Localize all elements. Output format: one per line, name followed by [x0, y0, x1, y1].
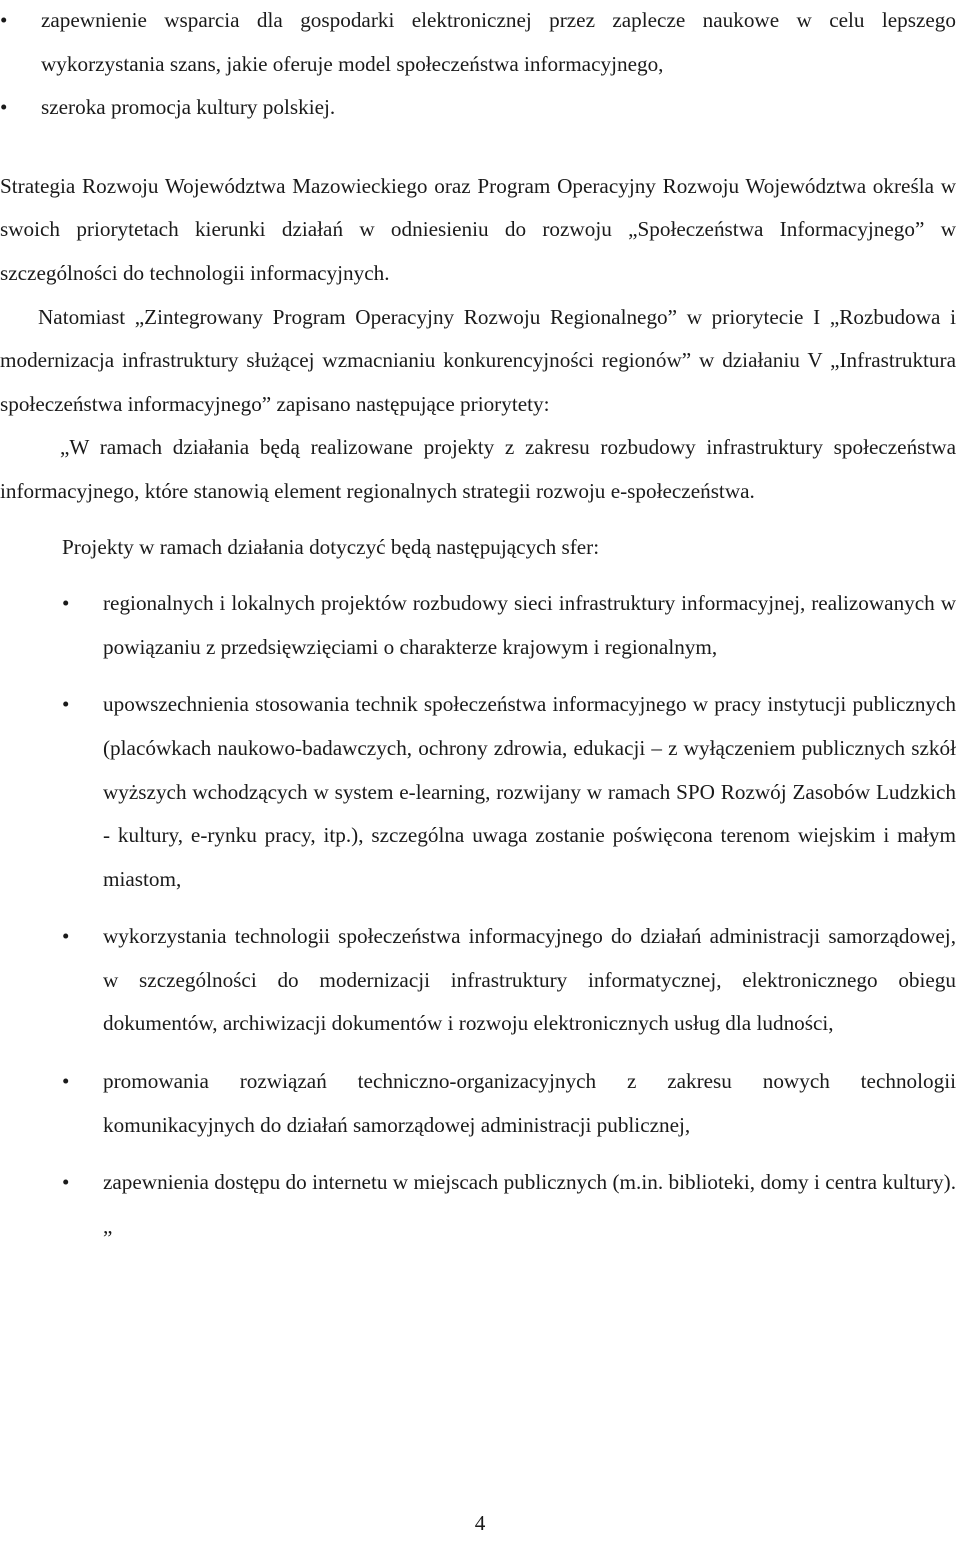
- bullet-icon: •: [0, 95, 8, 120]
- list-item: [0, 683, 956, 901]
- strategy-paragraph: Strategia Rozwoju Województwa Mazowieckiego oraz Program Operacyjny Rozwoju Województwa określa w swoich priorytetach kierunki działań w odniesieniu do rozwoju „Społeczeństwa Informacyjnego” w szczególności do technologii informacyjnych.: [0, 173, 956, 285]
- program-paragraph: Natomiast „Zintegrowany Program Operacyjny Rozwoju Regionalnego” w priorytecie I „Rozbudowa i modernizacja infrastruktury służącej wzmacnianiu konkurencyjności regionów” w działaniu V „Infrastruktura społeczeństwa informacyjnego” zapisano następujące priorytety:: [0, 304, 956, 416]
- bullet-icon: •: [62, 692, 70, 717]
- list-item-text: zapewnienia dostępu do internetu w miejscach publicznych (m.in. biblioteki, domy i centra kultury). „: [103, 1170, 956, 1238]
- list-item-text: promowania rozwiązań techniczno-organizacyjnych z zakresu nowych technologii komunikacyjnych do działań samorządowej administracji publicznej,: [103, 1069, 956, 1137]
- page-number: 4: [474, 1511, 486, 1535]
- spheres-list: [0, 582, 960, 1248]
- list-item-text: zapewnienie wsparcia dla gospodarki elektronicznej przez zaplecze naukowe w celu lepszego wykorzystania szans, jakie oferuje model społeczeństwa informacyjnego,: [41, 8, 956, 76]
- bullet-icon: •: [62, 1069, 70, 1094]
- bullet-icon: •: [62, 1170, 70, 1195]
- bullet-icon: •: [62, 924, 70, 949]
- list-item-text: regionalnych i lokalnych projektów rozbudowy sieci infrastruktury informacyjnej, realizowanych w powiązaniu z przedsięwzięciami o charakterze krajowym i regionalnym,: [103, 591, 956, 659]
- list-item: [0, 1060, 956, 1147]
- list-item: [0, 1161, 956, 1248]
- list-item: [0, 582, 956, 669]
- list-item-text: szeroka promocja kultury polskiej.: [41, 95, 336, 120]
- projects-intro: Projekty w ramach działania dotyczyć będą następujących sfer:: [62, 534, 600, 559]
- list-item-text: wykorzystania technologii społeczeństwa informacyjnego do działań administracji samorządowej, w szczególności do modernizacji infrastruktury informatycznej, elektronicznego obiegu dokumentów, archiwizacji dokumentów i rozwoju elektronicznych usług dla ludności,: [103, 924, 956, 1036]
- list-item: [0, 915, 956, 1046]
- list-item: [0, 86, 956, 130]
- bullet-icon: •: [0, 8, 8, 32]
- list-item-text: upowszechnienia stosowania technik społeczeństwa informacyjnego w pracy instytucji publicznych (placówkach naukowo-badawczych, ochrony zdrowia, edukacji – z wyłączeniem publicznych szkół wyższych wchodzących w system e-learning, rozwijany w ramach SPO Rozwój Zasobów Ludzkich - kultury, e-rynku pracy, itp.), szczególna uwaga zostanie poświęcona terenom wiejskim i małym miastom,: [103, 692, 956, 891]
- top-bullet-list: [0, 0, 960, 130]
- quote-paragraph: „W ramach działania będą realizowane projekty z zakresu rozbudowy infrastruktury społeczeństwa informacyjnego, które stanowią element regionalnych strategii rozwoju e-społeczeństwa.: [0, 435, 956, 503]
- bullet-icon: •: [62, 591, 70, 616]
- list-item: [0, 0, 956, 86]
